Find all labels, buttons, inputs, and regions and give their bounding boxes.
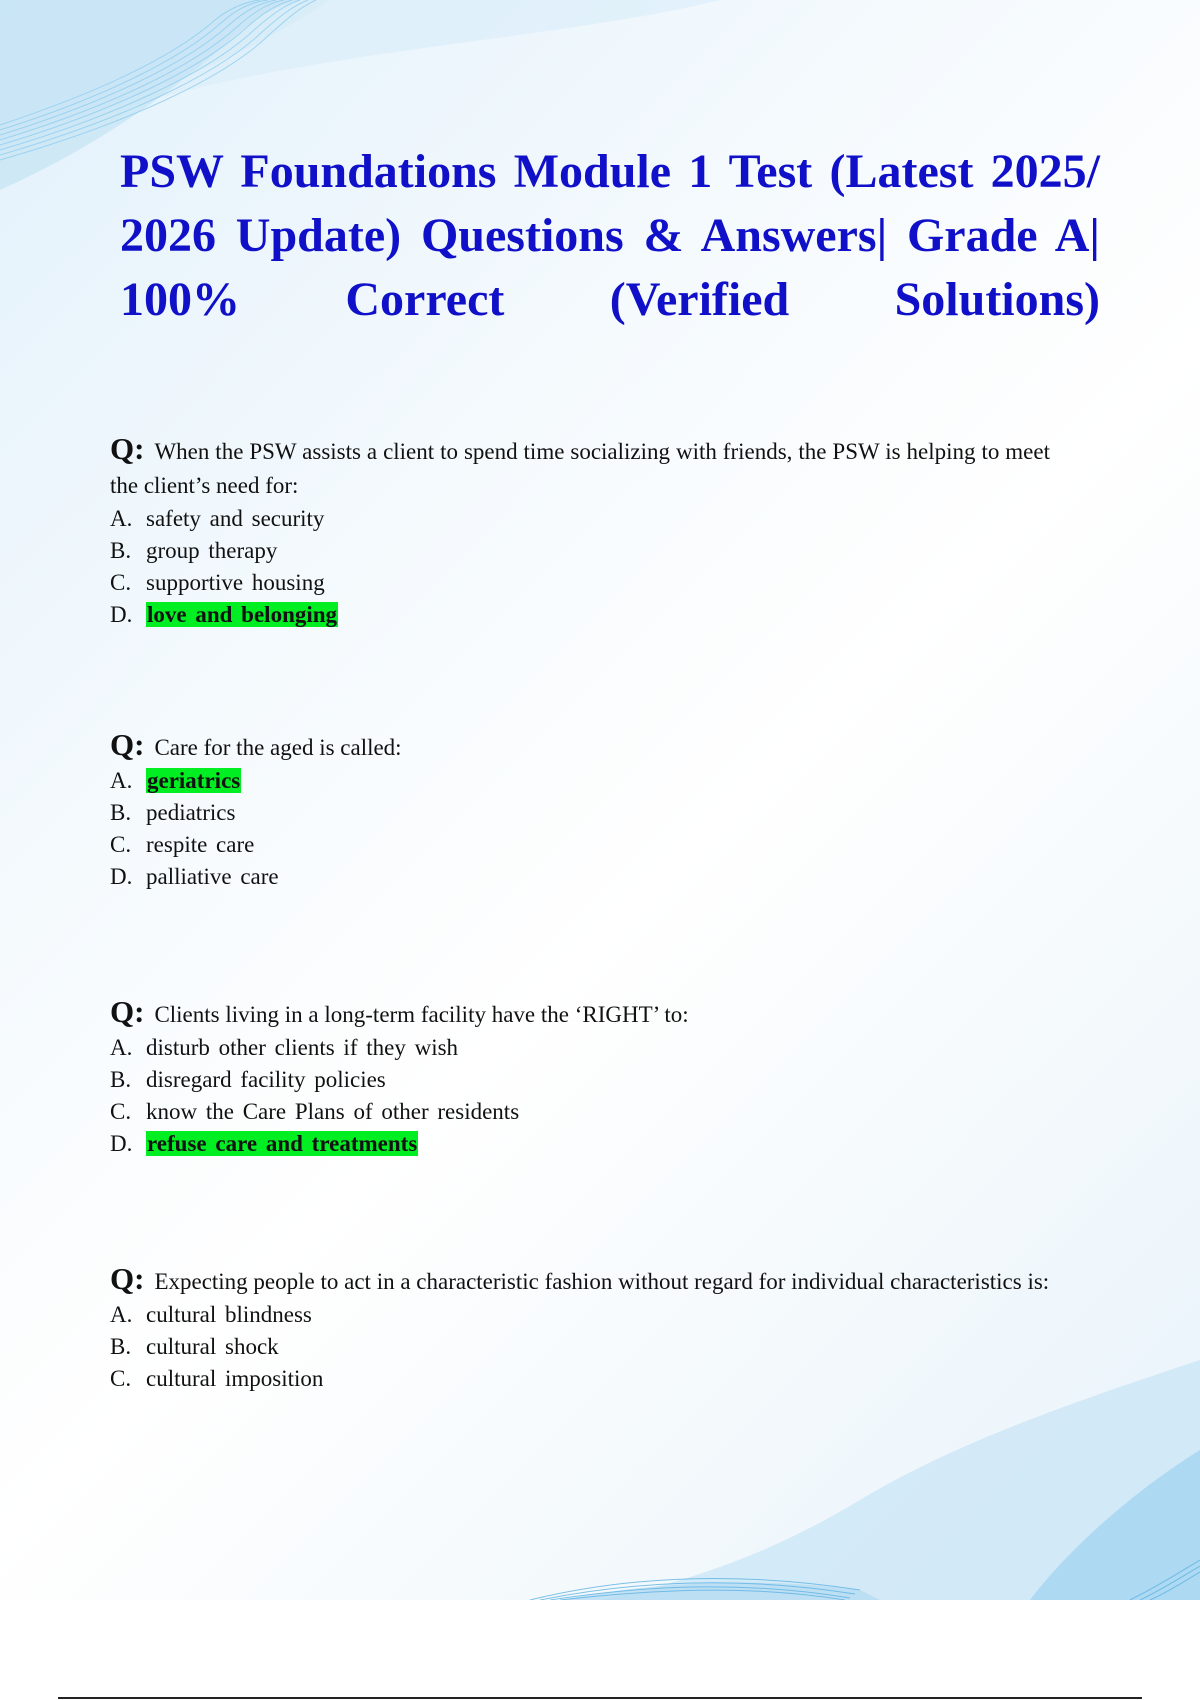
option-text: respite care [146, 832, 255, 857]
option-letter: A. [110, 1035, 133, 1060]
question-prompt: Expecting people to act in a characteristic fashion without regard for individual characteristics is: [154, 1269, 1050, 1294]
question-text [110, 995, 1050, 1032]
document-title: PSW Foundations Module 1 Test (Latest 2025/ 2026 Update) Questions & Answers| Grade A| 100% Correct (Verified Solutions) [120, 145, 1100, 326]
option-text: pediatrics [146, 800, 236, 825]
answer-option-correct [110, 765, 1050, 797]
option-text: group therapy [146, 538, 278, 563]
question-text [110, 432, 1050, 503]
answer-option [110, 535, 1050, 567]
answer-options [110, 503, 1050, 631]
option-text: cultural blindness [146, 1302, 312, 1327]
option-letter: C. [110, 1099, 132, 1124]
option-text: disregard facility policies [146, 1067, 386, 1092]
option-letter: C. [110, 570, 132, 595]
question-prefix: Q: [110, 1261, 145, 1296]
question-prompt: Care for the aged is called: [154, 735, 402, 760]
answer-option [110, 1363, 1050, 1395]
correct-answer-highlight: geriatrics [147, 768, 241, 793]
question-text [110, 728, 1050, 765]
answer-option [110, 797, 1050, 829]
question-3 [110, 995, 1050, 1160]
option-text: safety and security [146, 506, 325, 531]
option-letter: C. [110, 1366, 132, 1391]
correct-answer-highlight: love and belonging [147, 602, 338, 627]
question-prompt: When the PSW assists a client to spend time socializing with friends, the PSW is helping to meet the client’s need for: [110, 439, 1050, 498]
answer-options [110, 765, 1050, 893]
answer-option [110, 829, 1050, 861]
answer-options [110, 1032, 1050, 1160]
answer-option [110, 1032, 1050, 1064]
correct-answer-highlight: refuse care and treatments [147, 1131, 418, 1156]
question-1 [110, 432, 1050, 631]
option-text: know the Care Plans of other residents [146, 1099, 520, 1124]
answer-option-correct [110, 599, 1050, 631]
option-letter: B. [110, 1334, 132, 1359]
page-divider [58, 1697, 1142, 1699]
answer-option [110, 567, 1050, 599]
question-text [110, 1262, 1050, 1299]
option-letter: C. [110, 832, 132, 857]
answer-option [110, 1096, 1050, 1128]
answer-option [110, 1299, 1050, 1331]
option-letter: A. [110, 1302, 133, 1327]
answer-option [110, 1331, 1050, 1363]
answer-option [110, 861, 1050, 893]
option-text: cultural shock [146, 1334, 279, 1359]
answer-options [110, 1299, 1050, 1395]
option-text: supportive housing [146, 570, 325, 595]
question-prefix: Q: [110, 431, 145, 466]
question-prompt: Clients living in a long-term facility have the ‘RIGHT’ to: [154, 1002, 689, 1027]
option-letter: A. [110, 506, 133, 531]
question-prefix: Q: [110, 727, 145, 762]
option-text: cultural imposition [146, 1366, 324, 1391]
option-letter: B. [110, 538, 132, 563]
option-text: palliative care [146, 864, 279, 889]
question-2 [110, 728, 1050, 893]
question-prefix: Q: [110, 994, 145, 1029]
option-letter: B. [110, 800, 132, 825]
option-letter: D. [110, 602, 133, 627]
option-letter: D. [110, 1131, 133, 1156]
option-text: disturb other clients if they wish [146, 1035, 459, 1060]
answer-option [110, 503, 1050, 535]
answer-option [110, 1064, 1050, 1096]
option-letter: B. [110, 1067, 132, 1092]
question-4 [110, 1262, 1050, 1395]
answer-option-correct [110, 1128, 1050, 1160]
option-letter: A. [110, 768, 133, 793]
option-letter: D. [110, 864, 133, 889]
